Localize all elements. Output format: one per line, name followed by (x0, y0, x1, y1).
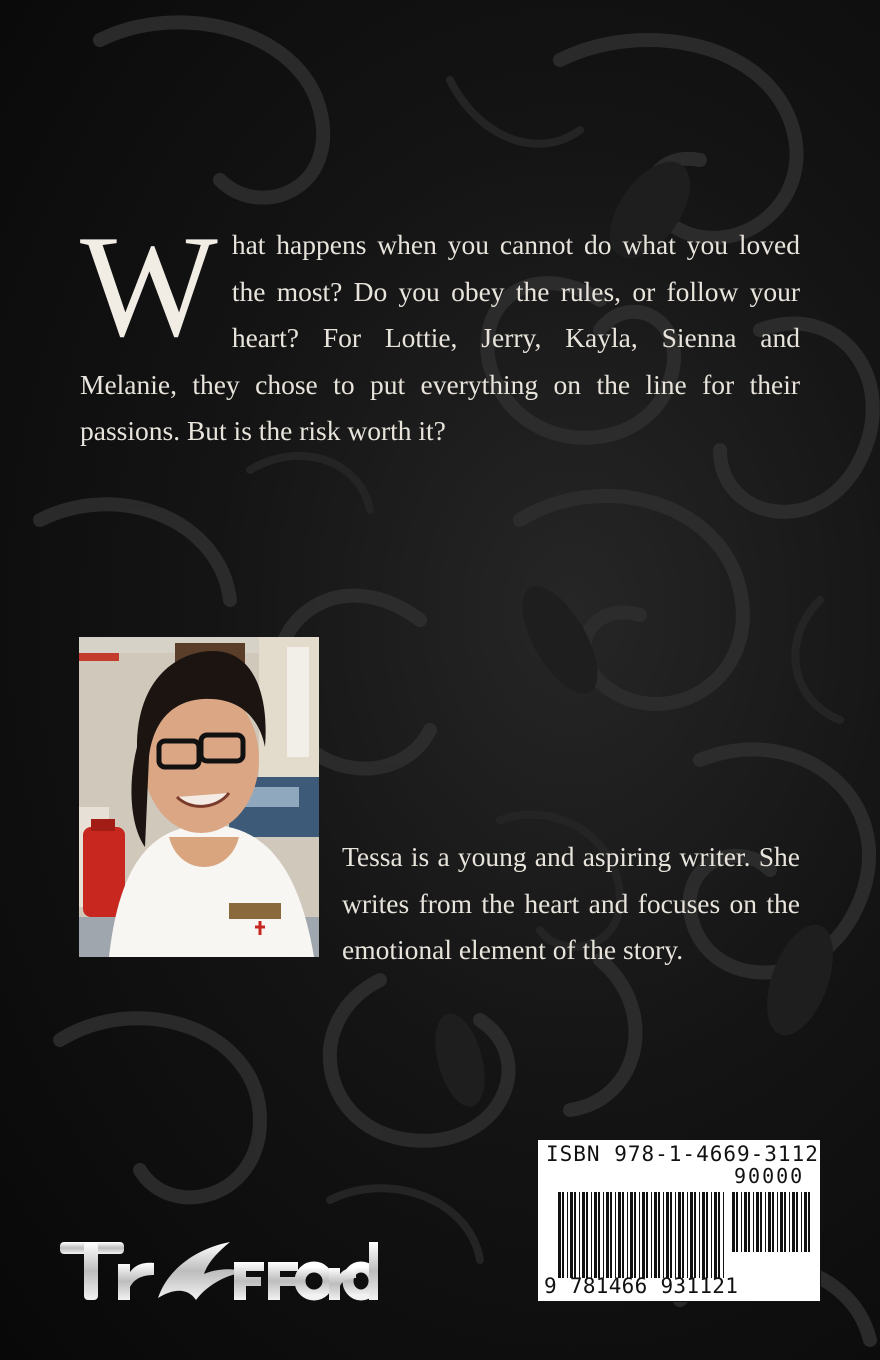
barcode-bar (690, 1192, 693, 1278)
barcode-bar (639, 1192, 640, 1278)
barcode-bar (789, 1192, 790, 1252)
barcode-bar (622, 1192, 624, 1278)
barcode-bar (744, 1192, 747, 1252)
barcode-bar (711, 1192, 712, 1278)
barcode-bar (630, 1192, 633, 1278)
barcode-bar (574, 1192, 576, 1278)
barcode-bar (618, 1192, 621, 1278)
barcode-bar (772, 1192, 774, 1252)
ean-digits: 9 781466 931121 (544, 1274, 739, 1298)
addon-bars (732, 1192, 812, 1252)
barcode-bar (594, 1192, 597, 1278)
barcode-bar (723, 1192, 724, 1278)
drop-cap: W (80, 205, 218, 367)
barcode-bar (591, 1192, 592, 1278)
barcode-bar (736, 1192, 738, 1252)
barcode-bar (768, 1192, 771, 1252)
barcode-bar (627, 1192, 628, 1278)
barcode-bar (706, 1192, 708, 1278)
barcode-bar (654, 1192, 657, 1278)
author-photo (79, 637, 319, 957)
back-cover-blurb (80, 205, 800, 455)
barcode-bar (748, 1192, 750, 1252)
barcode-bar (558, 1192, 561, 1278)
barcode-bar (765, 1192, 766, 1252)
barcode-bar (615, 1192, 616, 1278)
barcode-bar (714, 1192, 717, 1278)
barcode-bar (801, 1192, 802, 1252)
barcode-bar (570, 1192, 573, 1278)
barcode-bar (670, 1192, 672, 1278)
barcode-bar (678, 1192, 681, 1278)
barcode-bar (663, 1192, 664, 1278)
isbn-number: ISBN 978-1-4669-3112-1 (546, 1142, 847, 1166)
barcode-bar (753, 1192, 754, 1252)
barcode-bar (808, 1192, 810, 1252)
barcode-bar (658, 1192, 660, 1278)
barcode-bar (562, 1192, 564, 1278)
barcode-bar (603, 1192, 604, 1278)
barcode-bar (634, 1192, 636, 1278)
author-bio: Tessa is a young and aspiring writer. She writes from the heart and focuses on the emotional element of the story. (342, 841, 800, 965)
barcode-bar (666, 1192, 669, 1278)
barcode-bar (682, 1192, 684, 1278)
barcode-bar (718, 1192, 720, 1278)
barcode-bar (567, 1192, 568, 1278)
barcode-bar (582, 1192, 585, 1278)
barcode-bar (651, 1192, 652, 1278)
barcode-bar (760, 1192, 762, 1252)
publisher-logo (58, 1228, 378, 1308)
blurb-text: hat happens when you cannot do what you loved the most? Do you obey the rules, or follow your heart? For Lottie, Jerry, Kayla, Sienna and Melanie, they chose to put everything on the line for their passions. But is the risk worth it? (80, 229, 800, 446)
barcode-bar (675, 1192, 676, 1278)
barcode-bar (598, 1192, 600, 1278)
barcode-bar (642, 1192, 645, 1278)
barcode-bar (646, 1192, 648, 1278)
barcode-bar (586, 1192, 588, 1278)
barcode-bar (702, 1192, 705, 1278)
barcode-bar (579, 1192, 580, 1278)
barcode-bar (784, 1192, 786, 1252)
barcode-bar (694, 1192, 696, 1278)
price-code: 90000 (734, 1164, 805, 1188)
isbn-barcode (537, 1139, 847, 1302)
ean-bars (558, 1192, 726, 1278)
barcode-bar (756, 1192, 759, 1252)
barcode-bar (732, 1192, 735, 1252)
barcode-bar (610, 1192, 612, 1278)
barcode-bar (687, 1192, 688, 1278)
barcode-bar (741, 1192, 742, 1252)
barcode-bar (792, 1192, 795, 1252)
barcode-bar (606, 1192, 609, 1278)
barcode-bar (780, 1192, 783, 1252)
barcode-bar (796, 1192, 798, 1252)
barcode-bar (777, 1192, 778, 1252)
barcode-bar (699, 1192, 700, 1278)
barcode-bar (804, 1192, 807, 1252)
